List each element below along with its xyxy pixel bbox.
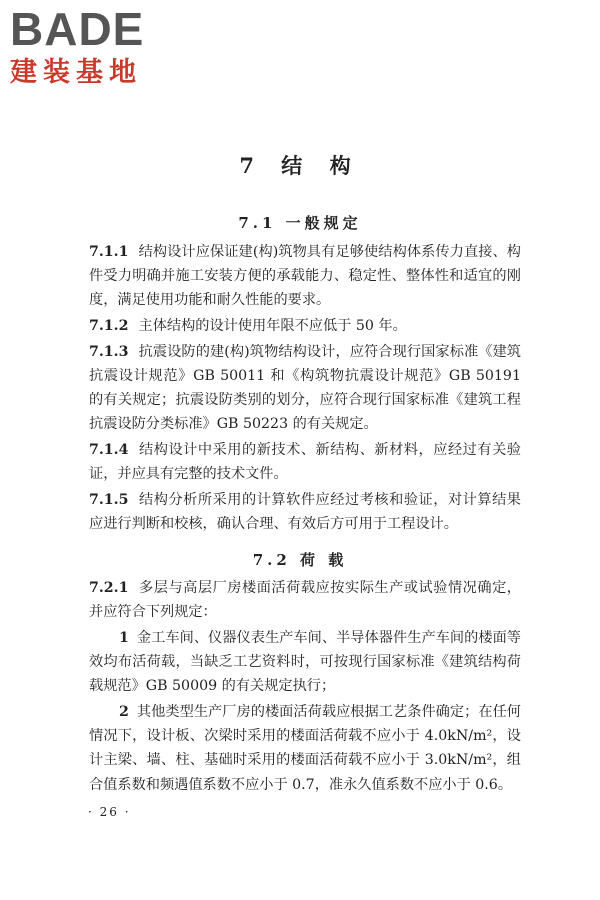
logo-subtitle: 建装基地 xyxy=(10,57,142,88)
chapter-title: 7 结 构 xyxy=(239,153,361,178)
page-number: · 26 · xyxy=(88,805,131,819)
clause-number: 7.1.2 xyxy=(89,318,129,335)
clause xyxy=(89,576,521,624)
clause xyxy=(89,340,521,437)
list-item xyxy=(89,626,521,699)
clause-number: 7.2.1 xyxy=(89,580,129,596)
clause-text: 主体结构的设计使用年限不应低于 50 年。 xyxy=(138,318,407,335)
section-2-body xyxy=(89,576,521,798)
clause-text: 结构设计应保证建(构)筑物具有足够使结构体系传力直接、构件受力明确并施工安装方便的承载能力、稳定性、整体性和适宜的刚度，满足使用功能和耐久性能的要求。 xyxy=(89,244,521,309)
clause-text: 结构分析所采用的计算软件应经过考核和验证，对计算结果应进行判断和校核，确认合理、有效后方可用于工程设计。 xyxy=(89,492,521,533)
clause-number: 7.1.1 xyxy=(89,244,129,260)
clause-text: 结构设计中采用的新技术、新结构、新材料，应经过有关验证，并应具有完整的技术文件。 xyxy=(89,442,521,483)
section-title: 7.1 一般规定 xyxy=(238,214,362,232)
clause xyxy=(89,314,521,338)
clause-number: 7.1.3 xyxy=(89,343,129,360)
section-title: 7.2 荷 载 xyxy=(252,551,348,569)
clause-number: 7.1.5 xyxy=(89,492,129,509)
clause xyxy=(89,488,521,536)
list-item xyxy=(89,700,521,797)
item-text: 金工车间、仪器仪表生产车间、半导体器件生产车间的楼面等效均布活荷载，当缺乏工艺资料时，可按现行国家标准《建筑结构荷载规范》GB 50009 的有关规定执行； xyxy=(89,629,521,695)
item-number: 1 xyxy=(119,629,129,646)
logo xyxy=(10,4,180,94)
clause xyxy=(89,438,521,486)
clause-number: 7.1.4 xyxy=(89,442,129,459)
clause-text: 抗震设防的建(构)筑物结构设计，应符合现行国家标准《建筑抗震设计规范》GB 50011 和《构筑物抗震设计规范》GB 50191 的有关规定；抗震设防类别的划分，应符合现行国家标准《建筑工程抗震设防分类标准》GB 50223 的有关规定。 xyxy=(89,343,521,433)
clause-text: 多层与高层厂房楼面活荷载应按实际生产或试验情况确定，并应符合下列规定： xyxy=(89,580,521,621)
logo-brand: BADE xyxy=(10,3,145,55)
section-1-body xyxy=(89,240,521,538)
item-number: 2 xyxy=(119,704,129,721)
clause xyxy=(89,240,521,313)
item-text: 其他类型生产厂房的楼面活荷载应根据工艺条件确定；在任何情况下，设计板、次梁时采用的楼面活荷载不应小于 4.0kN/m²，设计主梁、墙、柱、基础时采用的楼面活荷载不应小于 3.0kN/m²，组合值系数和频遇值系数不应小于 0.7，准永久值系数不应小于 0.6。 xyxy=(89,704,521,793)
